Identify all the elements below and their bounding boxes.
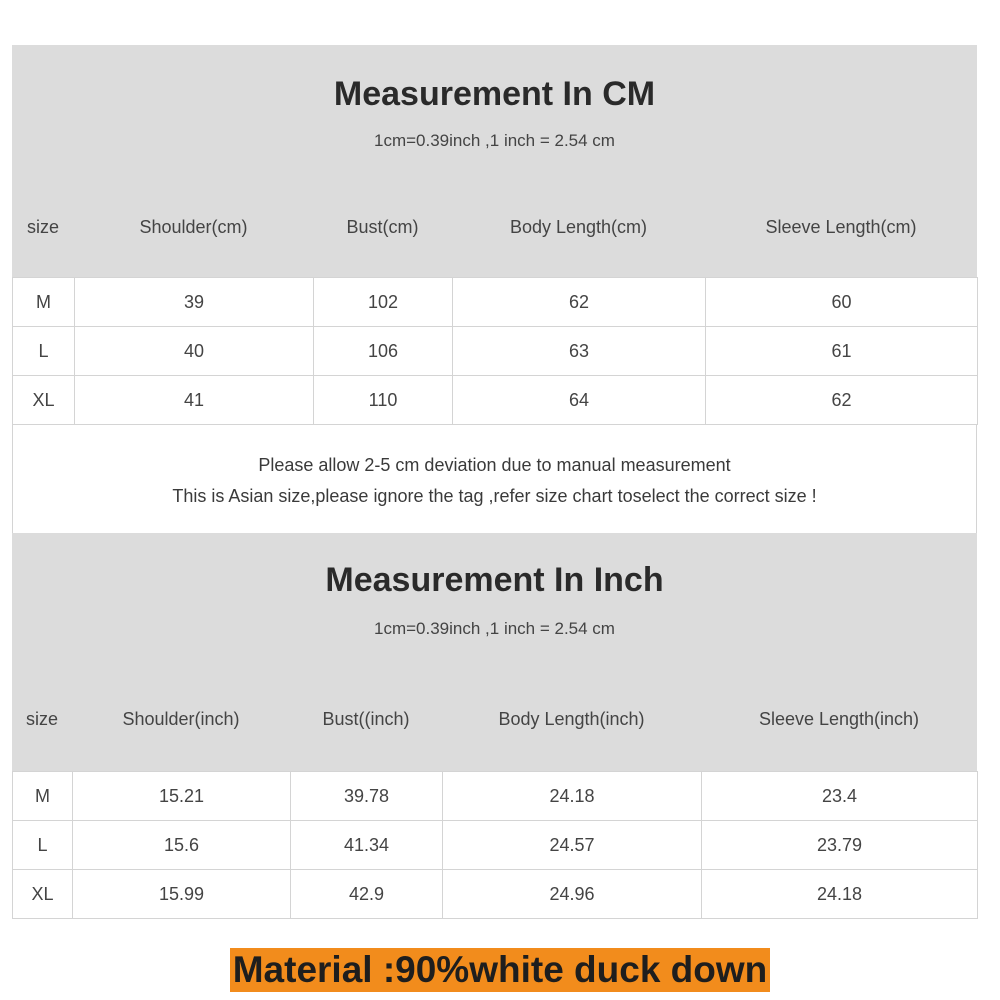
inch-bust-cell: 42.9 [291,870,443,919]
cm-sleeve-length-cell: 61 [706,327,978,376]
cm-size-cell: XL [13,376,75,425]
cm-size-cell: L [13,327,75,376]
table-row [13,821,978,870]
cm-shoulder-cell: 40 [75,327,314,376]
inch-header-bust: Bust((inch) [322,709,410,729]
cm-size-cell: M [13,278,75,327]
cm-header-shoulder: Shoulder(cm) [139,217,248,237]
size-chart [12,45,977,919]
cm-sleeve-length-cell: 62 [706,376,978,425]
inch-sleeve-length-cell: 24.18 [702,870,978,919]
inch-subtitle: 1cm=0.39inch ,1 inch = 2.54 cm [374,619,615,638]
inch-bust-cell: 41.34 [291,821,443,870]
cm-section-header [12,45,977,277]
cm-header-body-length: Body Length(cm) [509,217,648,237]
inch-table [12,771,978,919]
cm-bust-cell: 110 [314,376,453,425]
inch-size-cell: L [13,821,73,870]
cm-table [12,277,978,425]
cm-sleeve-length-cell: 60 [706,278,978,327]
inch-section-header [12,533,977,771]
inch-size-cell: M [13,772,73,821]
deviation-note: Please allow 2-5 cm deviation due to manual measurement [258,455,731,475]
inch-shoulder-cell: 15.6 [73,821,291,870]
inch-body-length-cell: 24.57 [443,821,702,870]
cm-subtitle: 1cm=0.39inch ,1 inch = 2.54 cm [374,131,615,150]
material-label: Material :90%white duck down [230,948,771,992]
inch-sleeve-length-cell: 23.79 [702,821,978,870]
table-row [13,772,978,821]
inch-header-body-length: Body Length(inch) [498,709,645,729]
inch-header-sleeve-length: Sleeve Length(inch) [758,709,920,729]
asian-size-note: This is Asian size,please ignore the tag ,refer size chart toselect the correct size ! [172,486,817,506]
inch-header-shoulder: Shoulder(inch) [122,709,240,729]
inch-shoulder-cell: 15.21 [73,772,291,821]
cm-body-length-cell: 64 [453,376,706,425]
inch-shoulder-cell: 15.99 [73,870,291,919]
cm-title: Measurement In CM [333,75,656,113]
table-row [13,870,978,919]
cm-shoulder-cell: 39 [75,278,314,327]
inch-body-length-cell: 24.18 [443,772,702,821]
inch-bust-cell: 39.78 [291,772,443,821]
table-row [13,327,978,376]
inch-title: Measurement In Inch [325,561,664,599]
cm-header-sleeve-length: Sleeve Length(cm) [765,217,917,237]
cm-header-size: size [26,217,59,237]
material-banner [0,948,1000,992]
cm-body-length-cell: 62 [453,278,706,327]
inch-body-length-cell: 24.96 [443,870,702,919]
table-row [13,376,978,425]
deviation-notes [12,425,977,533]
cm-shoulder-cell: 41 [75,376,314,425]
cm-body-length-cell: 63 [453,327,706,376]
table-row [13,278,978,327]
inch-header-size: size [25,709,58,729]
cm-bust-cell: 102 [314,278,453,327]
inch-sleeve-length-cell: 23.4 [702,772,978,821]
cm-header-bust: Bust(cm) [346,217,419,237]
cm-bust-cell: 106 [314,327,453,376]
inch-size-cell: XL [13,870,73,919]
